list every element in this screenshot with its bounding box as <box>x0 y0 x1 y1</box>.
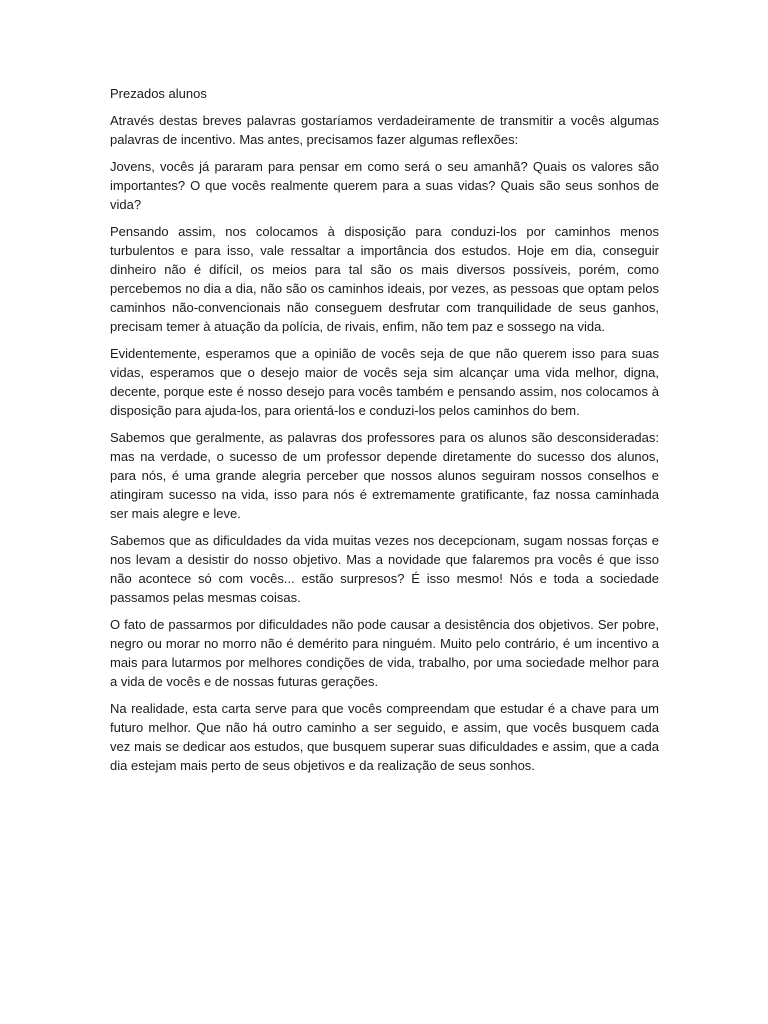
letter-paragraph-teachers: Sabemos que geralmente, as palavras dos professores para os alunos são desconsideradas: mas na verdade, o sucesso de um professor depende diretamente do sucesso dos alunos, para nós, é uma grande alegria perceber que nossos alunos seguiram nossos conselhos e atingiram sucesso na vida, isso para nós é extremamente gratificante, faz nossa caminhada ser mais alegre e leve. <box>110 430 659 521</box>
letter-paragraph-difficulties: Sabemos que as dificuldades da vida muitas vezes nos decepcionam, sugam nossas forças e nos levam a desistir do nosso objetivo. Mas a novidade que falaremos pra vocês é que isso não acontece só com vocês... estão surpresos? É isso mesmo! Nós e toda a sociedade passamos pelas mesmas coisas. <box>110 533 659 605</box>
letter-paragraph-questions: Jovens, vocês já pararam para pensar em como será o seu amanhã? Quais os valores são importantes? O que vocês realmente querem para a suas vidas? Quais são seus sonhos de vida? <box>110 159 659 212</box>
letter-paragraph-studies: Pensando assim, nos colocamos à disposição para conduzi-los por caminhos menos turbulentos e para isso, vale ressaltar a importância dos estudos. Hoje em dia, conseguir dinheiro não é difícil, os meios para tal são os mais diversos possíveis, porém, como percebemos no dia a dia, não são os caminhos ideais, por vezes, as pessoas que optam pelos caminhos não-convencionais não conseguem desfrutar com tranquilidade de seus ganhos, precisam temer à atuação da polícia, de rivais, enfim, não tem paz e sossego na vida. <box>110 224 659 334</box>
letter-paragraph-perseverance: O fato de passarmos por dificuldades não pode causar a desistência dos objetivos. Ser pobre, negro ou morar no morro não é demérito para ninguém. Muito pelo contrário, é um incentivo a mais para lutarmos por melhores condições de vida, trabalho, por uma sociedade melhor para a vida de vocês e de nossas futuras gerações. <box>110 617 659 689</box>
letter-salutation: Prezados alunos <box>110 86 207 101</box>
letter-page <box>110 84 659 783</box>
letter-paragraph-intro: Através destas breves palavras gostaríamos verdadeiramente de transmitir a vocês algumas palavras de incentivo. Mas antes, precisamos fazer algumas reflexões: <box>110 113 659 147</box>
letter-paragraph-conclusion: Na realidade, esta carta serve para que vocês compreendam que estudar é a chave para um futuro melhor. Que não há outro caminho a ser seguido, e assim, que vocês busquem cada vez mais se dedicar aos estudos, que busquem superar suas dificuldades e assim, que a cada dia estejam mais perto de seus objetivos e da realização de seus sonhos. <box>110 701 659 773</box>
letter-paragraph-hopes: Evidentemente, esperamos que a opinião de vocês seja de que não querem isso para suas vidas, esperamos que o desejo maior de vocês seja sim alcançar uma vida melhor, digna, decente, porque este é nosso desejo para vocês também e pensando assim, nos colocamos à disposição para ajuda-los, para orientá-los e conduzi-los pelos caminhos do bem. <box>110 346 659 418</box>
